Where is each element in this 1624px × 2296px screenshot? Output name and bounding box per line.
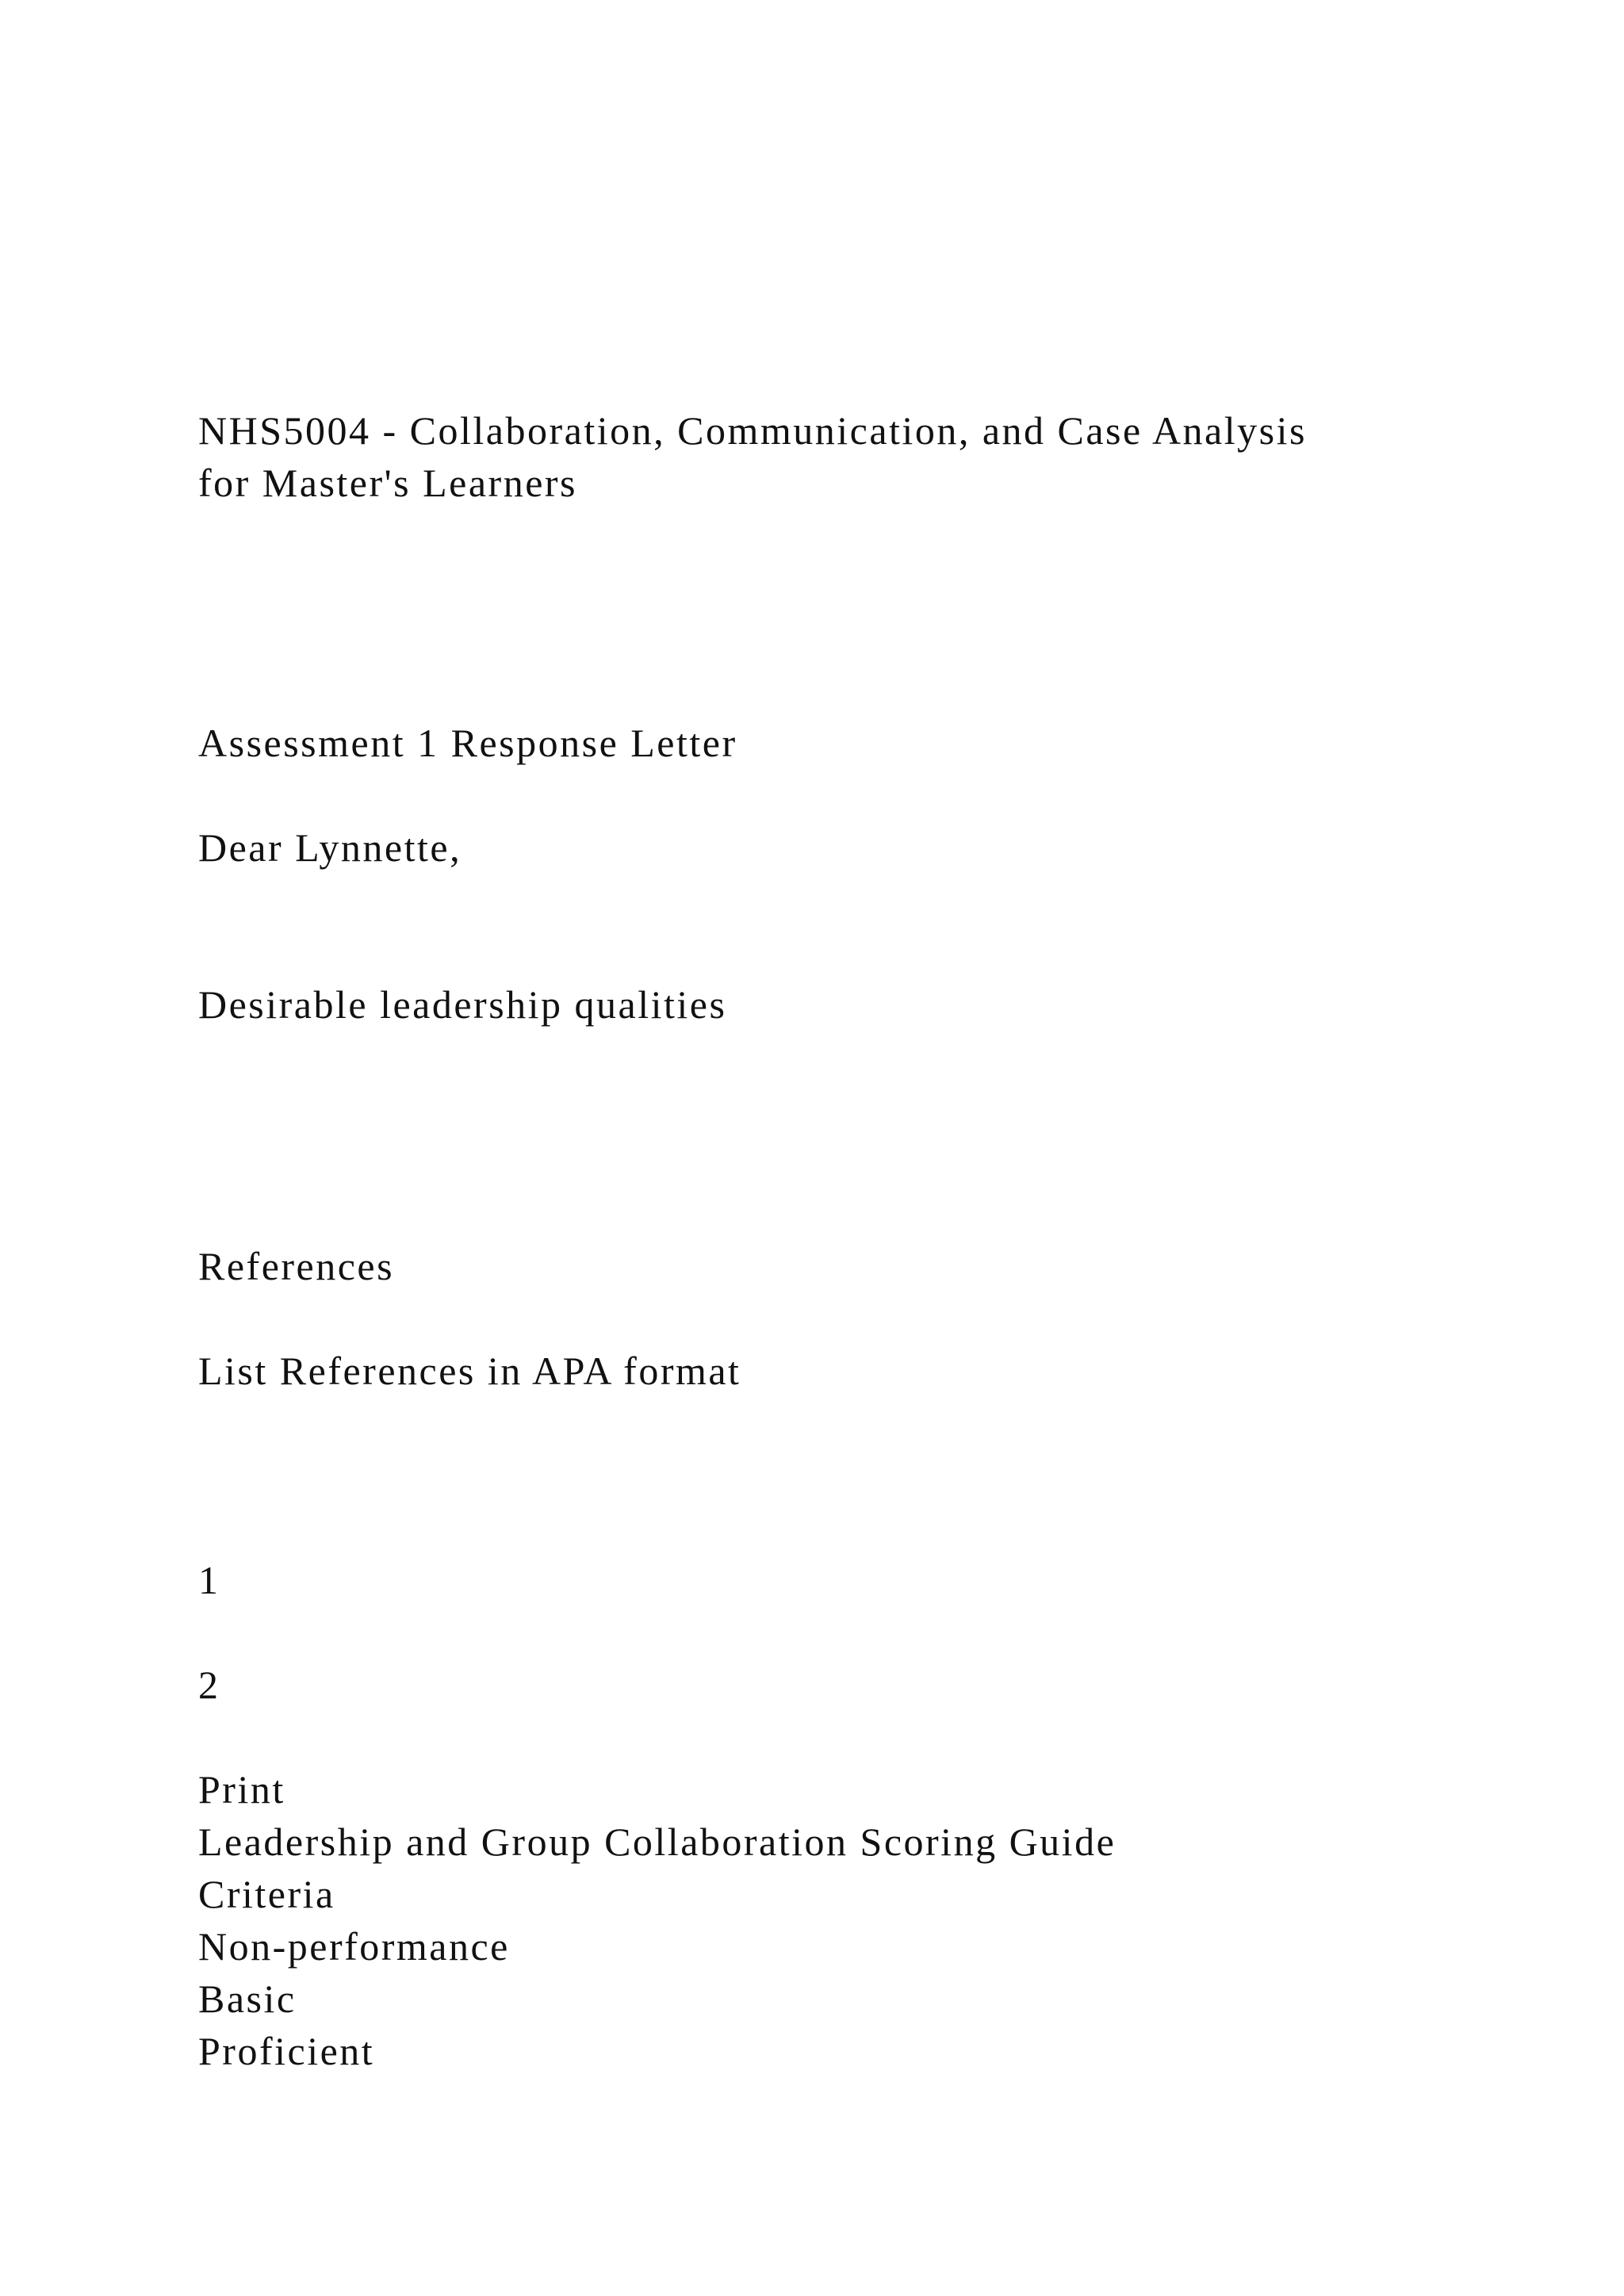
print-label: Print: [198, 1767, 285, 1812]
references-heading: References: [198, 1244, 395, 1288]
table-header-proficient: Proficient: [198, 2029, 375, 2073]
course-title-line-1: NHS5004 - Collaboration, Communication, and Case Analysis: [198, 408, 1307, 453]
assessment-title: Assessment 1 Response Letter: [198, 721, 737, 765]
table-header-non-performance: Non-performance: [198, 1924, 510, 1969]
salutation: Dear Lynnette,: [198, 825, 462, 870]
page-marker-2: 2: [198, 1663, 220, 1707]
page-marker-1: 1: [198, 1558, 220, 1602]
section-heading-leadership-qualities: Desirable leadership qualities: [198, 982, 727, 1027]
course-title-line-2: for Master's Learners: [198, 461, 577, 505]
table-header-criteria: Criteria: [198, 1872, 335, 1916]
table-header-basic: Basic: [198, 1976, 297, 2021]
scoring-guide-title: Leadership and Group Collaboration Scoring Guide: [198, 1820, 1116, 1864]
references-instruction: List References in APA format: [198, 1349, 741, 1393]
